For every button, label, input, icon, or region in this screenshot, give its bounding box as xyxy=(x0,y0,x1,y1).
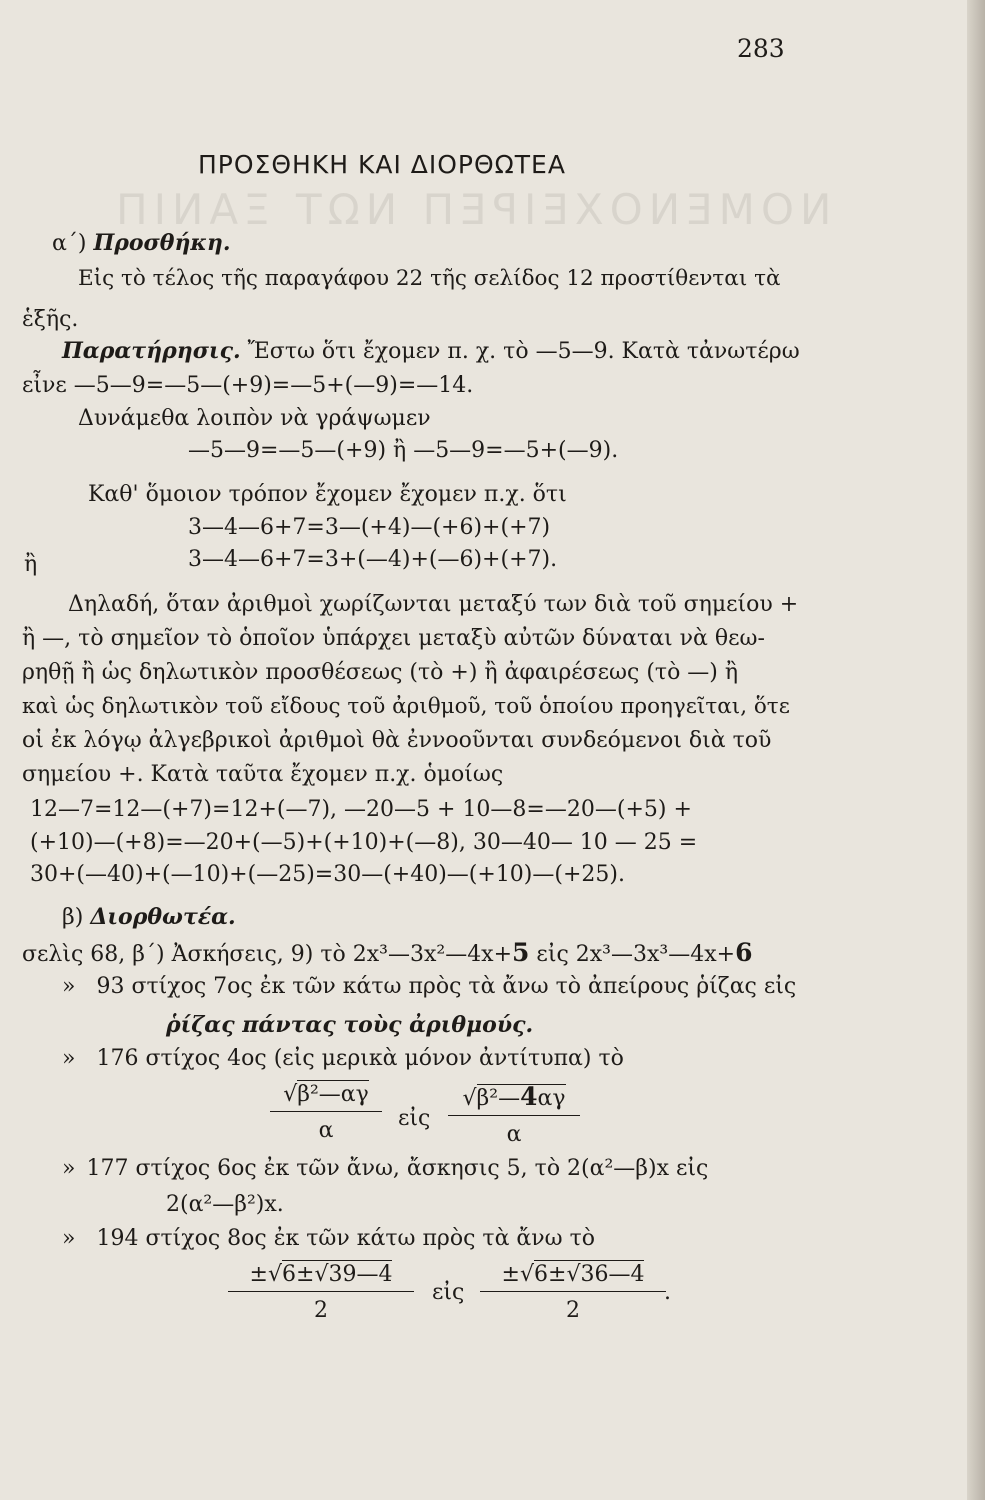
section-b-title: Διορθωτέα. xyxy=(90,904,236,930)
sqrt-sign: √ xyxy=(283,1082,298,1107)
fraction-new-denominator: α xyxy=(506,1122,522,1147)
correction-5-fraction-old xyxy=(228,1262,414,1323)
correction-2 xyxy=(62,974,796,999)
correction-1-text: σελὶς 68, β΄) Ἀσκήσεις, 9) τὸ 2x³—3x²—4x+ xyxy=(22,942,513,967)
intro-line-1: Εἰς τὸ τέλος τῆς παραγάφου 22 τῆς σελίδος 12 προστίθενται τὰ xyxy=(78,266,781,291)
correction-5-fraction-new xyxy=(480,1262,666,1323)
correction-5-end: . xyxy=(664,1280,671,1305)
fraction-old-denominator: 2 xyxy=(314,1298,328,1323)
remark-line-1 xyxy=(62,338,800,364)
remark-line-2: εἶνε —5—9=—5—(+9)=—5+(—9)=—14. xyxy=(22,373,474,398)
text-line-5: Καθ' ὅμοιον τρόπον ἔχομεν ἔχομεν π.χ. ὅτι xyxy=(88,482,567,507)
paragraph-line-4: καὶ ὡς δηλωτικὸν τοῦ εἴδους τοῦ ἀριθμοῦ, τοῦ ὁποίου προηγεῖται, ὅτε xyxy=(22,694,790,719)
fraction-bar xyxy=(480,1291,666,1292)
correction-4 xyxy=(62,1156,708,1181)
fraction-bar xyxy=(270,1111,382,1112)
sqrt-sign: √ xyxy=(462,1086,477,1111)
correction-1 xyxy=(22,938,752,967)
text-line-3: Δυνάμεθα λοιπὸν νὰ γράψωμεν xyxy=(78,406,431,431)
fraction-new-denominator: 2 xyxy=(566,1298,580,1323)
page-number: 283 xyxy=(737,34,785,63)
inner-term: 6± xyxy=(534,1262,567,1287)
inner-radicand: 36—4 xyxy=(580,1262,645,1287)
correction-2-text: 93 στίχος 7ος ἐκ τῶν κάτω πρὸς τὰ ἄνω τὸ ἀπείρους ῥίζας εἰς xyxy=(96,974,797,999)
show-through-decoration: ΝΟΜΕΝΟΧΕΙΡΕΠ ΝΩΤ ΞΑΝΙΠ xyxy=(110,185,832,234)
equation-2: 3—4—6+7=3—(+4)—(+6)+(+7) xyxy=(188,515,551,540)
remark-label: Παρατήρησις. xyxy=(62,338,241,364)
paragraph-line-3: ρηθῇ ἢ ὡς δηλωτικὸν προσθέσεως (τὸ +) ἢ ἀφαιρέσεως (τὸ —) ἢ xyxy=(22,660,739,685)
correction-3 xyxy=(62,1046,624,1071)
correction-4-text: 177 στίχος 6ος ἐκ τῶν ἄνω, ἄσκησις 5, τὸ 2(α²—β)x εἰς xyxy=(86,1156,709,1181)
correction-5 xyxy=(62,1226,595,1251)
inner-radicand: 39—4 xyxy=(328,1262,393,1287)
plus-minus: ± xyxy=(501,1262,520,1287)
correction-4-continuation: 2(α²—β²)x. xyxy=(166,1192,284,1217)
fraction-old-numerator: β²—αγ xyxy=(297,1082,369,1107)
correction-5-text: 194 στίχος 8ος ἐκ τῶν κάτω πρὸς τὰ ἄνω τὸ xyxy=(96,1226,596,1251)
example-line-1: 12—7=12—(+7)=12+(—7), —20—5 + 10—8=—20—(+5) + xyxy=(30,797,692,822)
page-title: ΠΡΟΣΘΗΚΗ ΚΑΙ ΔΙΟΡΘΩΤΕΑ xyxy=(198,150,566,179)
correction-1-bold-b: 6 xyxy=(735,938,753,967)
ditto-mark-5: » xyxy=(62,1226,76,1251)
equation-3: 3—4—6+7=3+(—4)+(—6)+(+7). xyxy=(188,547,558,572)
correction-1-mid: εἰς 2x³—3x³—4x+ xyxy=(529,942,736,967)
sqrt-sign: √ xyxy=(566,1262,581,1287)
example-line-2: (+10)—(+8)=—20+(—5)+(+10)+(—8), 30—40— 10 — 25 = xyxy=(30,830,698,855)
page-edge xyxy=(967,0,985,1500)
sqrt-sign: √ xyxy=(314,1262,329,1287)
fraction-bar xyxy=(228,1291,414,1292)
section-b-number: β) xyxy=(62,905,84,930)
correction-2-continuation: ῥίζας πάντας τοὺς ἀριθμούς. xyxy=(166,1012,534,1038)
example-line-3: 30+(—40)+(—10)+(—25)=30—(+40)—(+10)—(+25). xyxy=(30,862,625,887)
section-a-title: Προσθήκη. xyxy=(93,230,231,256)
paragraph-line-5: οἱ ἐκ λόγῳ ἀλγεβρικοὶ ἀριθμοὶ θὰ ἐννοοῦνται συνδεόμενοι διὰ τοῦ xyxy=(22,728,772,753)
section-b-heading xyxy=(62,904,236,930)
equation-3-prefix: ἢ xyxy=(24,552,38,577)
sqrt-sign: √ xyxy=(519,1262,534,1287)
intro-line-2: ἑξῆς. xyxy=(22,307,79,332)
inner-term: 6± xyxy=(282,1262,315,1287)
paragraph-line-6: σημείου +. Κατὰ ταῦτα ἔχομεν π.χ. ὁμοίως xyxy=(22,762,504,787)
correction-3-fraction-new xyxy=(448,1082,580,1147)
paragraph-line-1: Δηλαδή, ὅταν ἀριθμοὶ χωρίζωνται μεταξύ των διὰ τοῦ σημείου + xyxy=(68,592,799,617)
fraction-bar xyxy=(448,1115,580,1116)
ditto-mark-4: » xyxy=(62,1156,76,1181)
paragraph-line-2: ἢ —, τὸ σημεῖον τὸ ὁποῖον ὑπάρχει μεταξὺ αὐτῶν δύναται νὰ θεω- xyxy=(22,626,765,651)
correction-3-into: εἰς xyxy=(398,1106,431,1131)
correction-3-fraction-old xyxy=(270,1082,382,1143)
sqrt-sign: √ xyxy=(267,1262,282,1287)
equation-1: —5—9=—5—(+9) ἢ —5—9=—5+(—9). xyxy=(188,438,619,463)
correction-5-into: εἰς xyxy=(432,1280,465,1305)
remark-text-1: Ἔστω ὅτι ἔχομεν π. χ. τὸ —5—9. Κατὰ τἀνωτέρω xyxy=(247,339,800,364)
ditto-mark-2: » xyxy=(62,974,76,999)
fraction-new-numerator-bold: 4 xyxy=(520,1082,538,1111)
section-a-number: α΄) xyxy=(52,231,87,256)
plus-minus: ± xyxy=(249,1262,268,1287)
fraction-new-numerator-a: β²— xyxy=(476,1086,521,1111)
fraction-old-denominator: α xyxy=(318,1118,334,1143)
ditto-mark-3: » xyxy=(62,1046,76,1071)
correction-1-bold-a: 5 xyxy=(512,938,530,967)
fraction-new-numerator-c: αγ xyxy=(537,1086,566,1111)
correction-3-text: 176 στίχος 4ος (εἰς μερικὰ μόνον ἀντίτυπα) τὸ xyxy=(96,1046,624,1071)
section-a-heading xyxy=(52,230,231,256)
